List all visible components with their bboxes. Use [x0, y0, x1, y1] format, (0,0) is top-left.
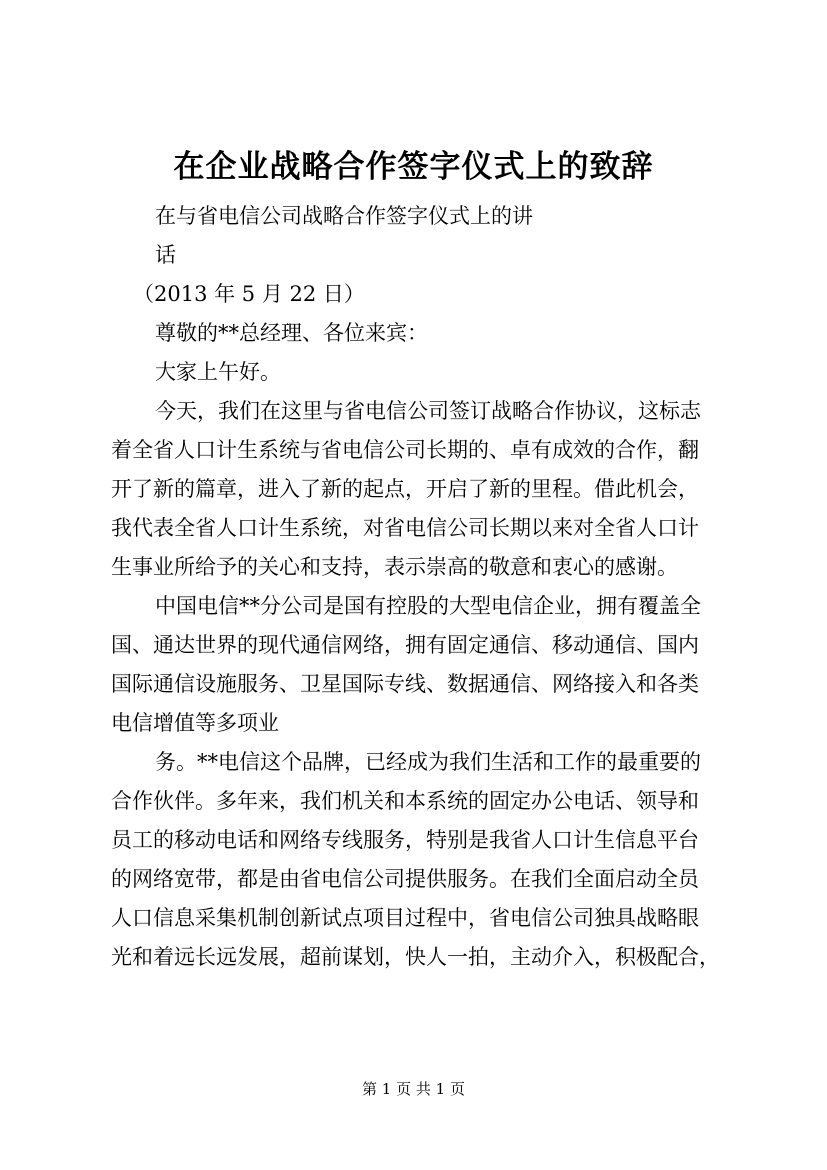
body-line: 国、通达世界的现代通信网络，拥有固定通信、移动通信、国内	[111, 633, 699, 657]
body-line: 今天，我们在这里与省电信公司签订战略合作协议，这标志	[155, 399, 701, 423]
body-line: 我代表全省人口计生系统，对省电信公司长期以来对全省人口计	[111, 516, 699, 540]
body-line: （2013 年 5 月 22 日）	[133, 282, 365, 306]
body-line: 开了新的篇章，进入了新的起点，开启了新的里程。借此机会，	[111, 477, 699, 501]
body-line: 在与省电信公司战略合作签字仪式上的讲	[155, 204, 533, 228]
body-line: 中国电信**分公司是国有控股的大型电信企业，拥有覆盖全	[155, 594, 701, 618]
body-line: 员工的移动电话和网络专线服务，特别是我省人口计生信息平台	[111, 828, 699, 852]
body-line: 光和着远长远发展，超前谋划，快人一拍，主动介入，积极配合，	[111, 945, 720, 969]
body-line: 着全省人口计生系统与省电信公司长期的、卓有成效的合作，翻	[111, 438, 699, 462]
body-line: 国际通信设施服务、卫星国际专线、数据通信、网络接入和各类	[111, 672, 699, 696]
body-line: 务。**电信这个品牌，已经成为我们生活和工作的最重要的	[155, 750, 701, 774]
body-line: 合作伙伴。多年来，我们机关和本系统的固定办公电话、领导和	[111, 789, 699, 813]
body-line: 大家上午好。	[155, 360, 281, 384]
document-title: 在企业战略合作签字仪式上的致辞	[173, 149, 654, 185]
page-footer: 第 1 页 共 1 页	[362, 1080, 465, 1098]
body-line: 尊敬的**总经理、各位来宾：	[155, 321, 428, 345]
document-body	[111, 197, 741, 977]
body-line: 电信增值等多项业	[111, 711, 279, 735]
body-line: 人口信息采集机制创新试点项目过程中，省电信公司独具战略眼	[111, 906, 699, 930]
body-line: 生事业所给予的关心和支持，表示崇高的敬意和衷心的感谢。	[111, 555, 678, 579]
body-line: 话	[155, 243, 176, 267]
body-line: 的网络宽带，都是由省电信公司提供服务。在我们全面启动全员	[111, 867, 699, 891]
